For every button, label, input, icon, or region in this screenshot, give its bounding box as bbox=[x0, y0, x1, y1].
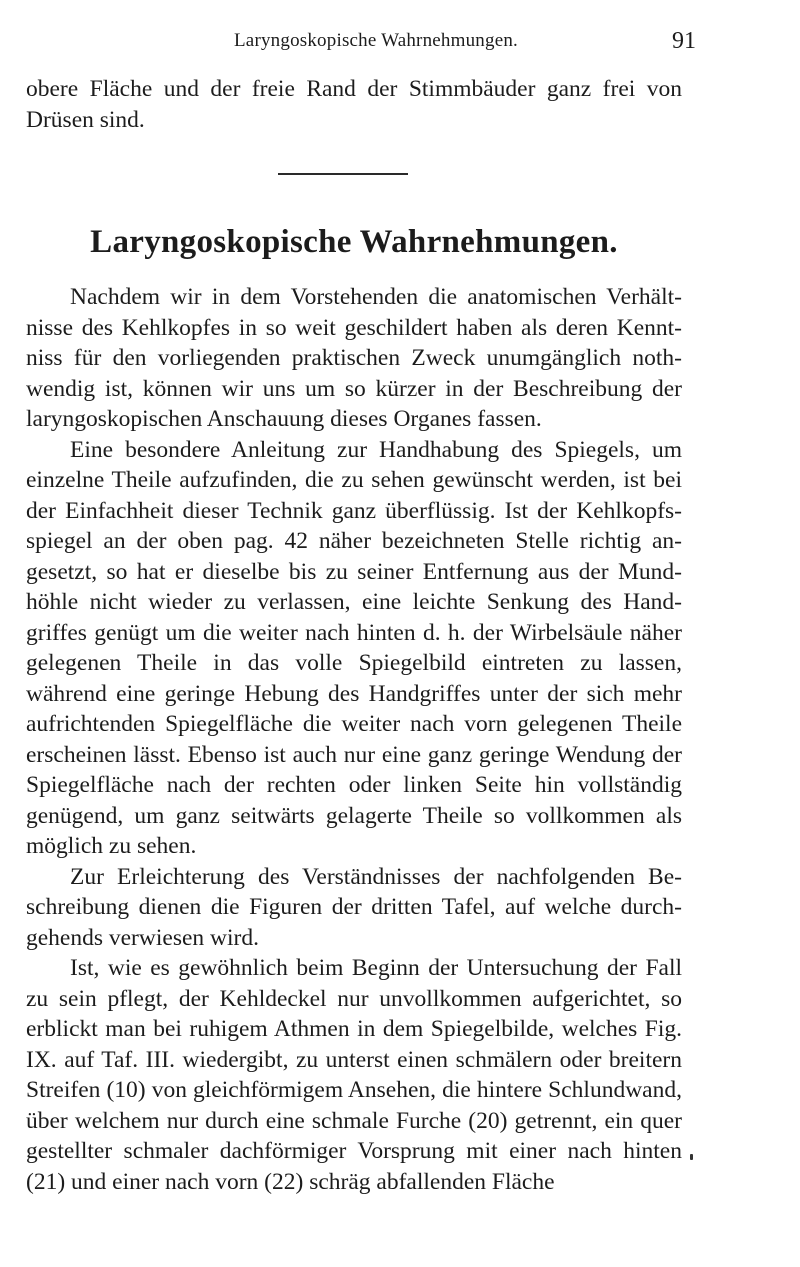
continued-paragraph-block bbox=[26, 74, 682, 135]
page-number: 91 bbox=[672, 28, 696, 54]
print-speck bbox=[690, 1154, 693, 1160]
body-paragraph: Ist, wie es gewöhnlich beim Beginn der Untersuchung der Fall zu sein pflegt, der Kehldeckel nur unvollkommen aufgerichtet, so erblickt man bei ruhigem Athmen in dem Spiegelbilde, welches Fig. IX. auf Taf. III. wiedergibt, zu unterst einen schmälern oder breitern Streifen (10) von gleichförmigem Ansehen, die hintere Schlundwand, über welchem nur durch eine schmale Furche (20) getrennt, ein quer gestellter schmaler dachförmiger Vorsprung mit einer nach hinten (21) und einer nach vorn (22) schräg abfallenden Fläche bbox=[26, 955, 682, 1195]
running-head bbox=[26, 30, 726, 56]
continued-paragraph: obere Fläche und der freie Rand der Stimmbäuder ganz frei von Drüsen sind. bbox=[26, 76, 682, 133]
body-paragraph: Nachdem wir in dem Vorstehenden die anatomischen Verhältnisse des Kehlkopfes in so weit geschildert haben als deren Kenntniss für den vorliegenden praktischen Zweck unumgänglich nothwendig ist, können wir uns um so kürzer in der Beschreibung der laryngoskopischen Anschauung dieses Organes fassen. bbox=[26, 284, 682, 432]
body-paragraph: Eine besondere Anleitung zur Handhabung des Spiegels, um einzelne Theile aufzufinden, die zu sehen gewünscht werden, ist bei der Einfachheit dieser Technik ganz überflüssig. Ist der Kehlkopfsspiegel an der oben pag. 42 näher bezeichneten Stelle richtig angesetzt, so hat er dieselbe bis zu seiner Entfernung aus der Mundhöhle nicht wieder zu verlassen, eine leichte Senkung des Handgriffes genügt um die weiter nach hinten d. h. der Wirbelsäule näher gelegenen Theile in das volle Spiegelbild eintreten zu lassen, während eine geringe Hebung des Handgriffes unter der sich mehr aufrichtenden Spiegelfläche die weiter nach vorn gelegenen Theile erscheinen lässt. Ebenso ist auch nur eine ganz geringe Wendung der Spiegelfläche nach der rechten oder linken Seite hin vollständig genügend, um ganz seitwärts gelagerte Theile so vollkommen als möglich zu sehen. bbox=[26, 436, 682, 859]
book-page bbox=[26, 0, 726, 1267]
section-body bbox=[26, 282, 682, 1197]
section-heading: Laryngoskopische Wahrnehmungen. bbox=[90, 224, 618, 260]
running-title: Laryngoskopische Wahrnehmungen. bbox=[234, 30, 518, 51]
section-divider bbox=[278, 173, 408, 175]
body-paragraph: Zur Erleichterung des Verständnisses der nachfolgenden Beschreibung dienen die Figuren der dritten Tafel, auf welche durchgehends verwiesen wird. bbox=[26, 863, 682, 951]
